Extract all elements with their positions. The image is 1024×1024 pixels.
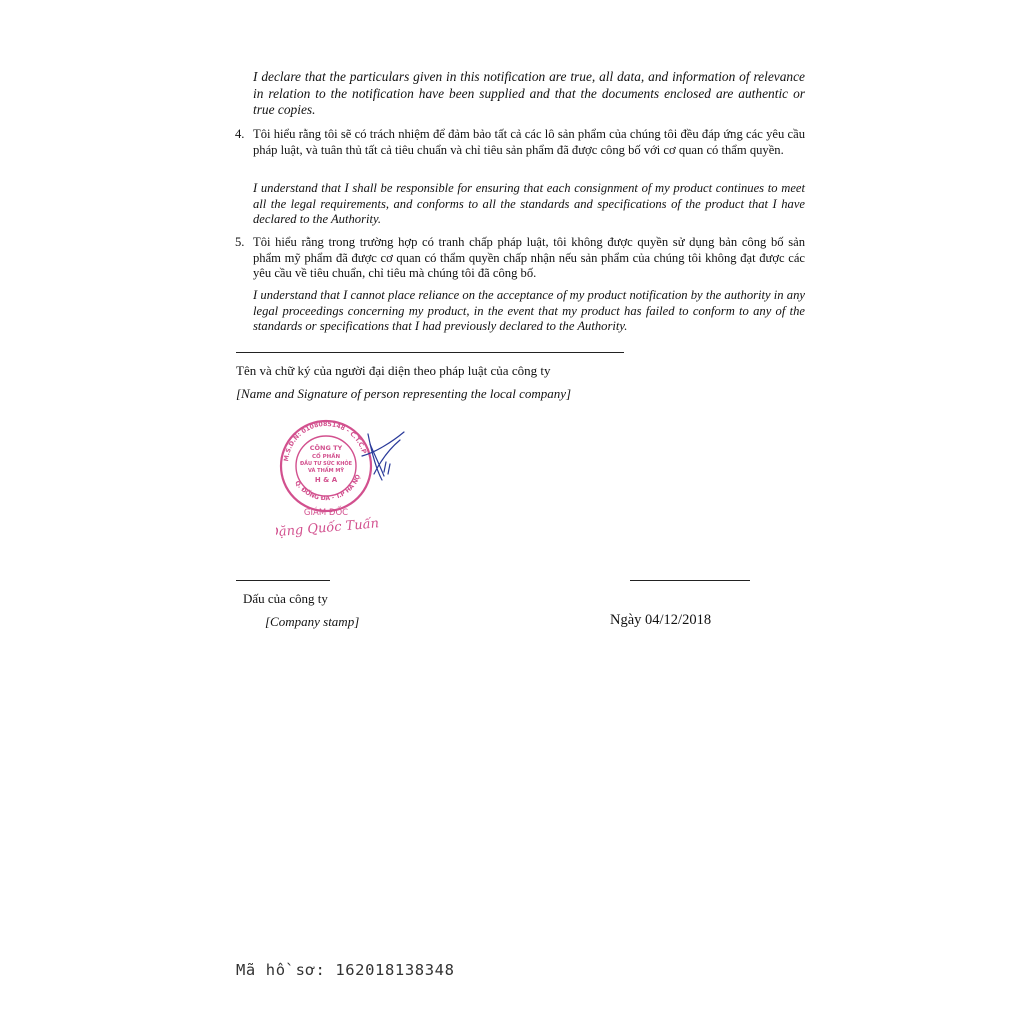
file-code: Mã hồ sơ: 162018138348 xyxy=(236,961,455,979)
item-4-vi: Tôi hiểu rằng tôi sẽ có trách nhiệm để đảm bảo tất cả các lô sản phẩm của chúng tôi đều đáp ứng các yêu cầu pháp luật, và tuân thủ tất cả tiêu chuẩn và chỉ tiêu sản phẩm đã được công bố với cơ quan có thẩm quyền. xyxy=(253,127,805,157)
seal-line-3: ĐẦU TƯ SỨC KHỎE xyxy=(299,461,353,467)
seal-line-1: CÔNG TY xyxy=(309,444,343,452)
signature-label-en: [Name and Signature of person representing the local company] xyxy=(236,386,572,401)
item-4-en: I understand that I shall be responsible for ensuring that each consignment of my product continues to meet all the legal requirements, and conforms to all the standards and specifications of the product that I have declared to the Authority. xyxy=(253,181,805,226)
stamp-label-vi: Dấu của công ty xyxy=(243,591,328,606)
director-title: GIÁM ĐỐC xyxy=(303,508,349,518)
signature-line xyxy=(236,352,624,353)
director-name: Đặng Quốc Tuấn xyxy=(276,516,380,541)
item-5-en: I understand that I cannot place reliance on the acceptance of my product notification by the authority in any legal proceedings concerning my product, in the event that my product has failed to conform to any of the standards or specifications that I had previously declared to the Authority. xyxy=(253,288,805,333)
seal-graphic xyxy=(276,414,416,544)
stamp-label-en: [Company stamp] xyxy=(265,614,360,629)
signing-date: Ngày 04/12/2018 xyxy=(610,612,712,628)
item-5-number: 5. xyxy=(235,235,245,249)
seal-line-2: CỔ PHẦN xyxy=(311,454,341,460)
stamp-line xyxy=(236,580,330,581)
seal-ring-text: M.S.D.N: 0108085148 - C.T.C.P xyxy=(282,420,368,462)
declaration-intro-en: I declare that the particulars given in this notification are true, all data, and information of relevance in relation to the notification have been supplied and that the documents enclosed are authentic or true copies. xyxy=(253,69,805,117)
date-line xyxy=(630,580,750,581)
signature-label-vi: Tên và chữ ký của người đại diện theo pháp luật của công ty xyxy=(236,363,551,378)
item-5-vi: Tôi hiểu rằng trong trường hợp có tranh chấp pháp luật, tôi không được quyền sử dụng bản công bố sản phẩm mỹ phẩm đã được cơ quan có thẩm quyền chấp nhận nếu sản phẩm của chúng tôi không đạt được các yêu cầu về tiêu chuẩn, chỉ tiêu mà chúng tôi đã công bố. xyxy=(253,235,805,280)
seal-line-4: VÀ THẨM MỸ xyxy=(308,468,344,474)
item-4-number: 4. xyxy=(235,127,245,141)
handwritten-signature xyxy=(362,432,404,480)
seal-bottom-text: Q. ĐỐNG ĐA - T.P HÀ NỘ xyxy=(293,473,363,503)
company-seal-and-signature xyxy=(276,414,416,544)
seal-line-5: H & A xyxy=(314,476,338,484)
